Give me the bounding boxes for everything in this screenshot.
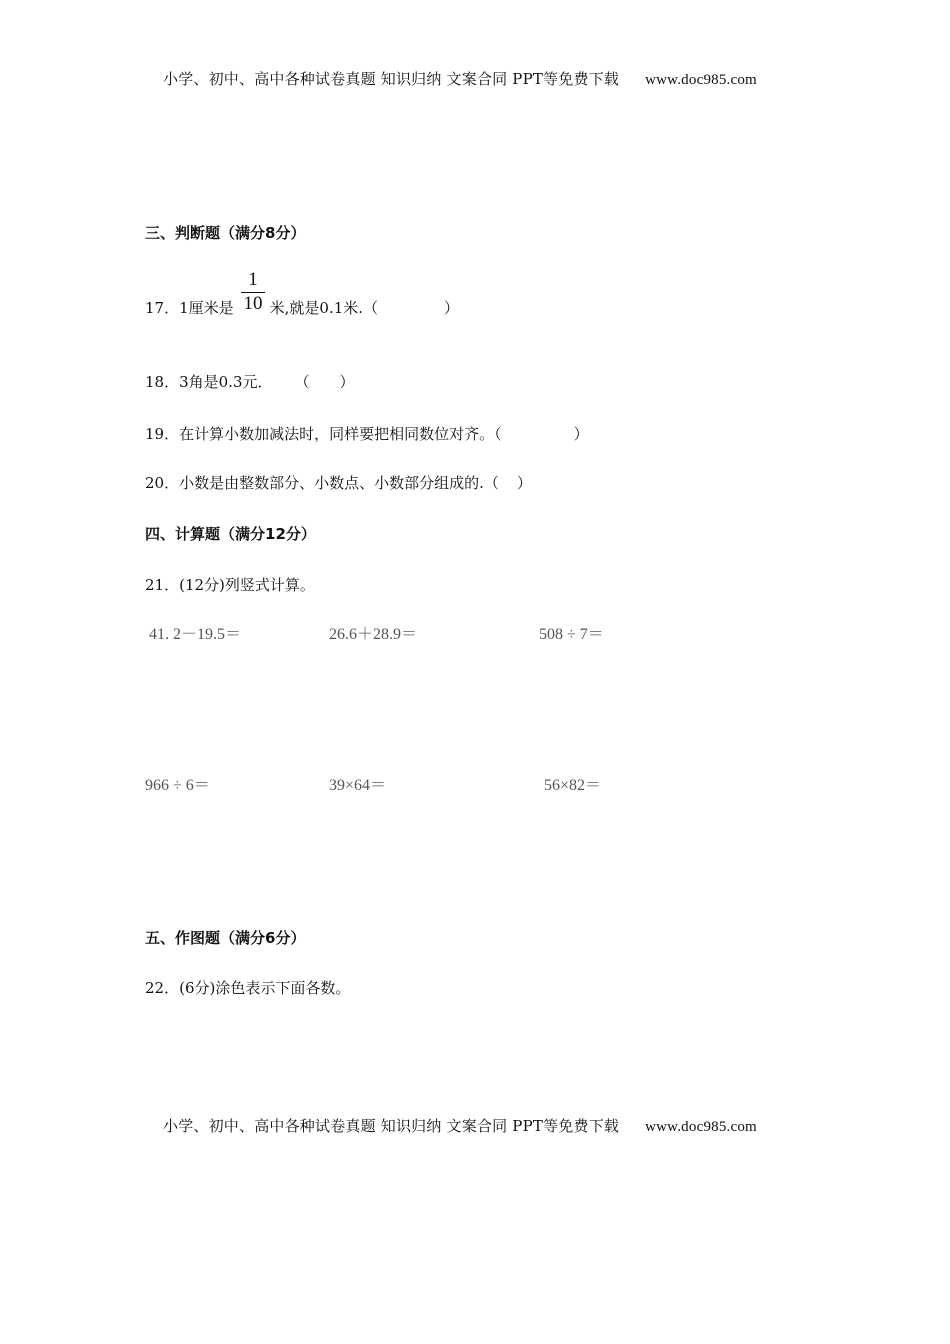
q20-text: 20．小数是由整数部分、小数点、小数部分组成的.（ [145,474,499,492]
q17-close: ） [444,299,460,317]
calc-item: 56×82＝ [544,777,602,794]
calc-item: 966 ÷ 6＝ [145,777,210,794]
question-18 [145,371,355,392]
header-site-link[interactable]: www.doc985.com [645,72,757,88]
question-17 [145,297,459,318]
question-19 [145,423,589,444]
calc-item: 39×64＝ [329,777,387,794]
page-header [163,68,757,89]
section-4-title: 四、计算题（满分12分） [145,525,316,543]
fraction-denominator: 10 [243,293,263,314]
question-22: 22．(6分)涂色表示下面各数。 [145,979,351,997]
section-5-title: 五、作图题（满分6分） [145,929,306,947]
page-footer [163,1115,757,1136]
footer-text: 小学、初中、高中各种试卷真题 知识归纳 文案合同 PPT等免费下载 [163,1117,620,1135]
question-21: 21．(12分)列竖式计算。 [145,576,315,594]
q19-close: ） [573,425,589,443]
section-3-title: 三、判断题（满分8分） [145,224,306,242]
q17-prefix: 17．1厘米是 [145,299,234,317]
calc-item: 41. 2－19.5＝ [149,626,242,643]
calc-item: 508 ÷ 7＝ [539,626,604,643]
fraction-numerator: 1 [248,269,258,290]
calc-item: 26.6＋28.9＝ [329,626,418,643]
q18-open: （ [294,373,310,391]
header-text: 小学、初中、高中各种试卷真题 知识归纳 文案合同 PPT等免费下载 [163,70,620,88]
footer-site-link[interactable]: www.doc985.com [645,1119,757,1135]
fraction-one-tenth [241,270,265,314]
question-20 [145,472,532,493]
q19-text: 19．在计算小数加减法时，同样要把相同数位对齐。（ [145,425,502,443]
q18-text: 18．3角是0.3元． [145,373,273,391]
q18-close: ） [339,373,355,391]
q17-suffix: 米,就是0.1米.（ [269,299,379,317]
q20-close: ） [516,474,532,492]
